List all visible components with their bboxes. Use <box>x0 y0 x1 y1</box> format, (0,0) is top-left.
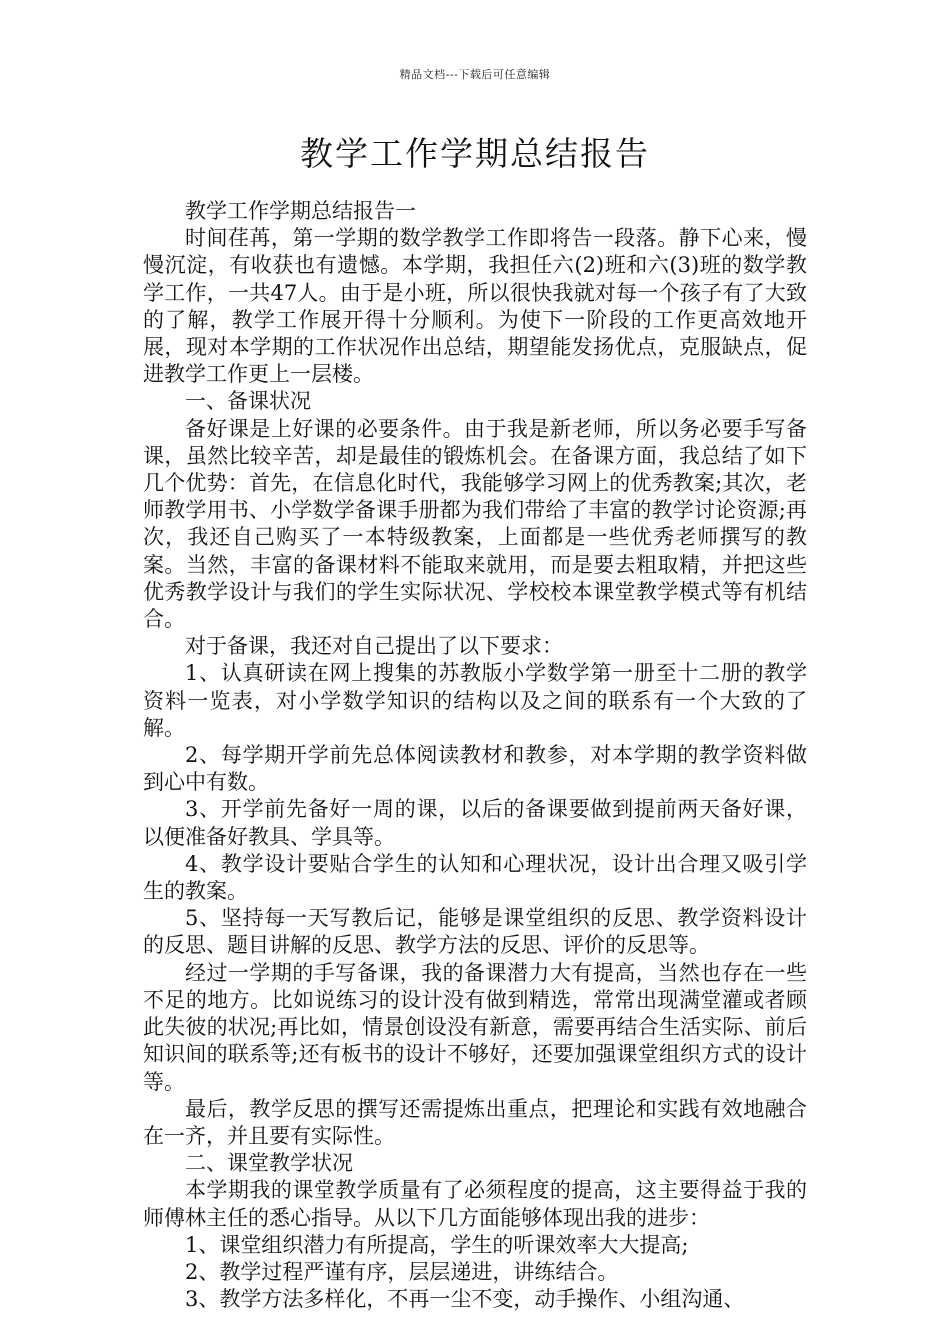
report-subtitle: 教学工作学期总结报告一 <box>185 199 416 223</box>
document-body <box>143 198 807 1313</box>
document-title: 教学工作学期总结报告 <box>300 134 650 173</box>
paragraph-requirements-intro: 对于备课，我还对自己提出了以下要求： <box>185 634 563 659</box>
list-item-progress-3: 3、教学方法多样化，不再一尘不变，动手操作、小组沟通、 <box>185 1287 745 1312</box>
header-note: 精品文档---下载后可任意编辑 <box>399 68 551 81</box>
list-item-requirement-5: 5、坚持每一天写教后记，能够是课堂组织的反思、教学资料设计的反思、题目讲解的反思、教学方法的反思、评价的反思等。 <box>143 906 807 958</box>
list-item-progress-1: 1、课堂组织潜力有所提高，学生的听课效率大大提高; <box>185 1232 689 1257</box>
list-item-progress-2: 2、教学过程严谨有序，层层递进，讲练结合。 <box>185 1259 619 1284</box>
list-item-requirement-1: 1、认真研读在网上搜集的苏教版小学数学第一册至十二册的教学资料一览表，对小学数学知识的结构以及之间的联系有一个大致的了解。 <box>143 661 807 740</box>
list-item-requirement-4: 4、教学设计要贴合学生的认知和心理状况，设计出合理又吸引学生的教案。 <box>143 851 807 904</box>
paragraph-final: 最后，教学反思的撰写还需提炼出重点，把理论和实践有效地融合在一齐，并且要有实际性。 <box>143 1096 807 1148</box>
list-item-requirement-3: 3、开学前先备好一周的课，以后的备课要做到提前两天备好课，以便准备好教具、学具等。 <box>143 797 807 849</box>
paragraph-reflection: 经过一学期的手写备课，我的备课潜力大有提高，当然也存在一些不足的地方。比如说练习的设计没有做到精选，常常出现满堂灌或者顾此失彼的状况;再比如，情景创设没有新意，需要再结合生活实际、前后知识间的联系等;还有板书的设计不够好，还要加强课堂组织方式的设计等。 <box>143 960 807 1094</box>
section-heading-classroom: 二、课堂教学状况 <box>185 1151 353 1176</box>
paragraph-lesson-prep: 备好课是上好课的必要条件。由于我是新老师，所以务必要手写备课，虽然比较辛苦，却是最佳的锻炼机会。在备课方面，我总结了如下几个优势：首先，在信息化时代，我能够学习网上的优秀教案;其次，老师教学用书、小学数学备课手册都为我们带给了丰富的教学讨论资源;再次，我还自己购买了一本特级教案，上面都是一些优秀老师撰写的教案。当然，丰富的备课材料不能取来就用，而是要去粗取精，并把这些优秀教学设计与我们的学生实际状况、学校校本课堂教学模式等有机结合。 <box>143 416 807 632</box>
paragraph-intro: 时间荏苒，第一学期的数学教学工作即将告一段落。静下心来，慢慢沉淀，有收获也有遗憾。本学期，我担任六(2)班和六(3)班的数学教学工作，一共47人。由于是小班，所以很快我就对每一个孩子有了大致的了解，教学工作展开得十分顺利。为使下一阶段的工作更高效地开展，现对本学期的工作状况作出总结，期望能发扬优点，克服缺点，促进教学工作更上一层楼。 <box>143 226 807 387</box>
paragraph-classroom: 本学期我的课堂教学质量有了必须程度的提高，这主要得益于我的师傅林主任的悉心指导。从以下几方面能够体现出我的进步： <box>143 1178 807 1230</box>
section-heading-lesson-prep: 一、备课状况 <box>185 389 311 414</box>
list-item-requirement-2: 2、每学期开学前先总体阅读教材和教参，对本学期的教学资料做到心中有数。 <box>143 743 807 795</box>
